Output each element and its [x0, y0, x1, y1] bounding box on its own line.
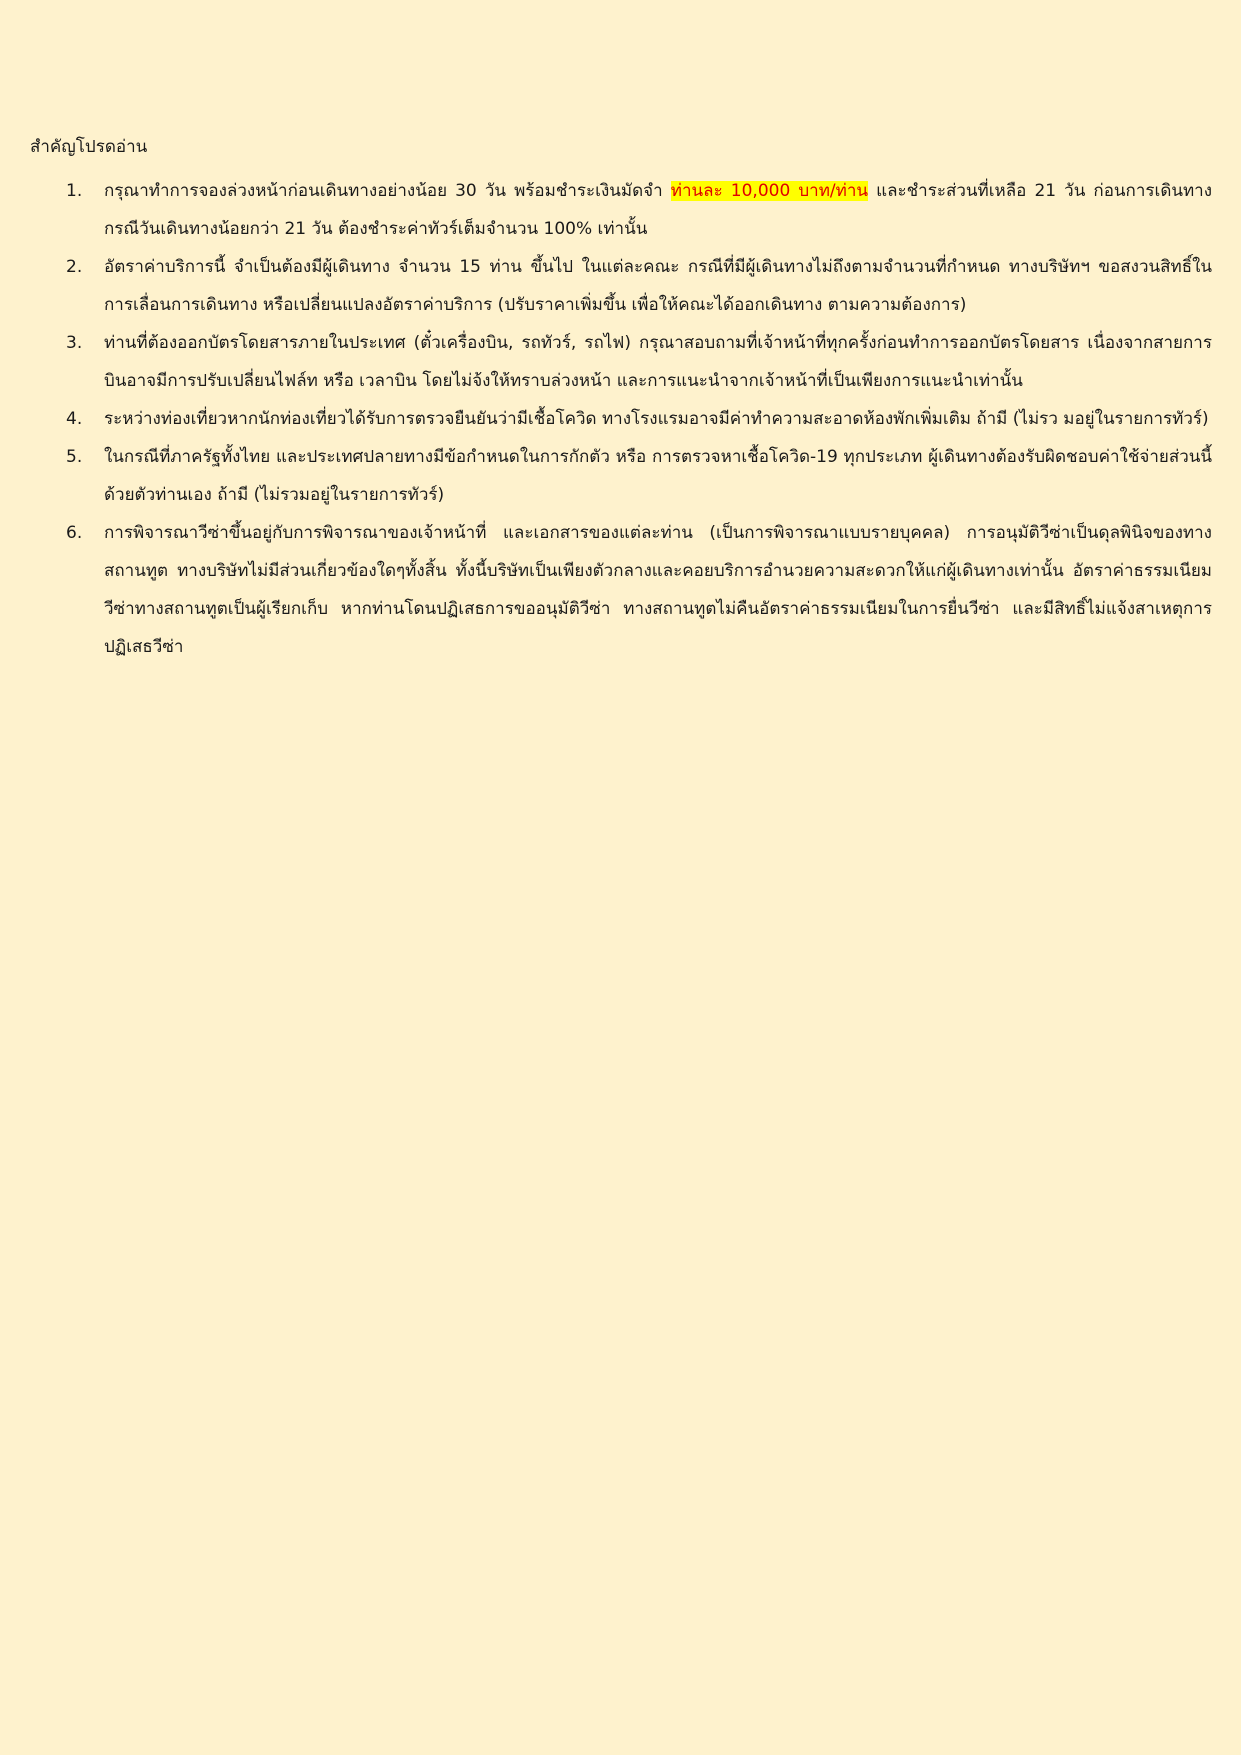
- note-item-4: [66, 400, 1212, 438]
- note-number: 2.: [66, 257, 83, 277]
- note-text: การพิจารณาวีซ่าขึ้นอยู่กับการพิจารณาของเจ้าหน้าที่ และเอกสารของแต่ละท่าน (เป็นการพิจารณาแบบรายบุคคล) การอนุมัติวีซ่าเป็นดุลพินิจของทางสถานทูต ทางบริษัทไม่มีส่วนเกี่ยวข้องใดๆทั้งสิ้น ทั้งนี้บริษัทเป็นเพียงตัวกลางและคอยบริการอำนวยความสะดวกให้แก่ผู้เดินทางเท่านั้น อัตราค่าธรรมเนียมวีซ่าทางสถานทูตเป็นผู้เรียกเก็บ หากท่านโดนปฏิเสธการขออนุมัติวีซ่า ทางสถานทูตไม่คืนอัตราค่าธรรมเนียมในการยื่นวีซ่า และมีสิทธิ์ไม่แจ้งสาเหตุการปฏิเสธวีซ่า: [104, 523, 1212, 657]
- deposit-highlight: ท่านละ 10,000 บาท/ท่าน: [670, 181, 869, 201]
- note-text: และชำระส่วนที่เหลือ 21 วัน ก่อนการเดินทาง กรณีวันเดินทางน้อยกว่า 21 วัน ต้องชำระค่าทัวร์เต็มจำนวน 100% เท่านั้น: [104, 181, 1213, 239]
- note-number: 1.: [66, 181, 83, 201]
- note-text: อัตราค่าบริการนี้ จำเป็นต้องมีผู้เดินทาง จำนวน 15 ท่าน ขึ้นไป ในแต่ละคณะ กรณีที่มีผู้เดินทางไม่ถึงตามจำนวนที่กำหนด ทางบริษัทฯ ขอสงวนสิทธิ์ในการเลื่อนการเดินทาง หรือเปลี่ยนแปลงอัตราค่าบริการ (ปรับราคาเพิ่มขึ้น เพื่อให้คณะได้ออกเดินทาง ตามความต้องการ): [104, 257, 1212, 315]
- note-text: ระหว่างท่องเที่ยวหากนักท่องเที่ยวได้รับการตรวจยืนยันว่ามีเชื้อโควิด ทางโรงแรมอาจมีค่าทำความสะอาดห้องพักเพิ่มเติม ถ้ามี (ไม่รว มอยู่ในรายการทัวร์): [104, 409, 1209, 429]
- note-text: ท่านที่ต้องออกบัตรโดยสารภายในประเทศ (ตั๋วเครื่องบิน, รถทัวร์, รถไฟ) กรุณาสอบถามที่เจ้าหน้าที่ทุกครั้งก่อนทำการออกบัตรโดยสาร เนื่องจากสายการบินอาจมีการปรับเปลี่ยนไฟล์ท หรือ เวลาบิน โดยไม่จ้งให้ทราบล่วงหน้า และการแนะนำจากเจ้าหน้าที่เป็นเพียงการแนะนำเท่านั้น: [104, 333, 1212, 391]
- note-item-6: [66, 514, 1212, 666]
- note-item-3: [66, 324, 1212, 400]
- note-item-1: [66, 172, 1212, 248]
- note-number: 5.: [66, 447, 83, 467]
- note-item-2: [66, 248, 1212, 324]
- note-text: ในกรณีที่ภาครัฐทั้งไทย และประเทศปลายทางมีข้อกำหนดในการกักตัว หรือ การตรวจหาเชื้อโควิด-19 ทุกประเภท ผู้เดินทางต้องรับผิดชอบค่าใช้จ่ายส่วนนี้ด้วยตัวท่านเอง ถ้ามี (ไม่รวมอยู่ในรายการทัวร์): [104, 447, 1212, 505]
- note-number: 4.: [66, 409, 83, 429]
- document-heading: สำคัญโปรดอ่าน: [30, 137, 148, 157]
- note-item-5: [66, 438, 1212, 514]
- note-number: 6.: [66, 523, 83, 543]
- note-text: กรุณาทำการจองล่วงหน้าก่อนเดินทางอย่างน้อย 30 วัน พร้อมชำระเงินมัดจำ: [104, 181, 663, 201]
- important-notes-list: [66, 172, 1212, 666]
- note-number: 3.: [66, 333, 83, 353]
